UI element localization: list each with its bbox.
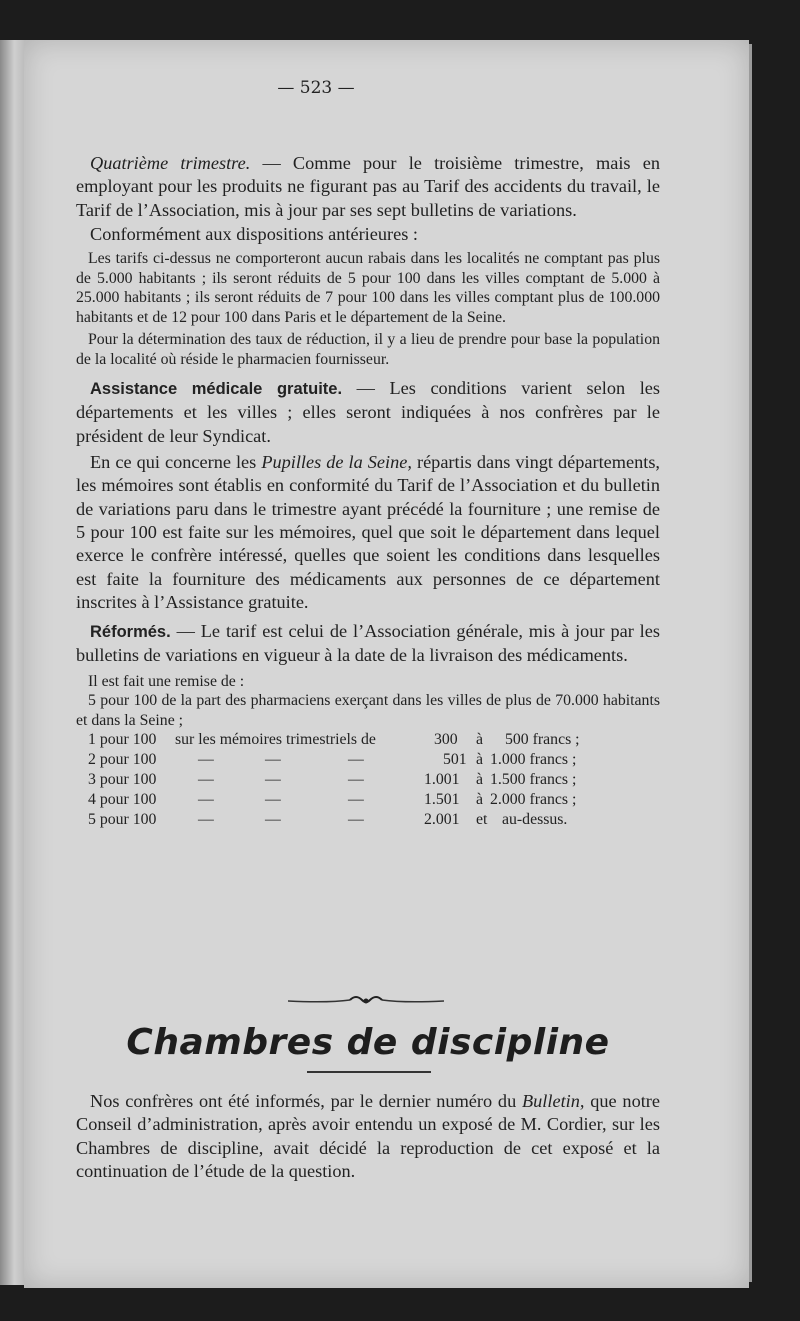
sep-cell: à: [476, 751, 484, 769]
desc-cell: sur les mémoires trimestriels de: [175, 731, 376, 749]
chambres-after: que notre Conseil d’administration, après avoir entendu un exposé de M. Cordier, sur les Chambres de discipline, avait décidé la reproduction de cet exposé et la continuation de l’étude de la question.: [76, 1091, 660, 1181]
page-body: [76, 152, 660, 1181]
ditto-cell: —: [348, 771, 364, 789]
ditto-cell: —: [348, 791, 364, 809]
pupilles-after: répartis dans vingt départements, les mémoires sont établis en conformité du Tarif de l’Association et du bulletin de variations paru dans le trimestre ayant précédé la fourniture ; une remise de 5 pour 100 est faite sur les mémoires, quel que soit le département dans lequel exerce le confrère intéressé, quelles que soient les conditions dans lesquelles est faite la fourniture des médicaments aux personnes de ce département inscrites à l’Assistance gratuite.: [76, 452, 660, 612]
pupilles-title: Pupilles de la Seine,: [261, 452, 412, 473]
table-row: [88, 810, 660, 830]
paragraph-assistance: [76, 377, 660, 448]
rate-cell: 2 pour 100: [88, 751, 157, 769]
adjacent-page-edge: [0, 40, 24, 1285]
pupilles-before: En ce qui concerne les: [90, 452, 262, 473]
quatrieme-title: Quatrième trimestre.: [90, 153, 251, 173]
remise-intro: Il est fait une remise de :: [88, 672, 245, 690]
paragraph-reformes: [76, 620, 660, 668]
ditto-cell: —: [198, 811, 214, 829]
ditto-cell: —: [265, 751, 281, 769]
page-fore-edge: [749, 44, 752, 1282]
ditto-cell: —: [198, 791, 214, 809]
rate-cell: 3 pour 100: [88, 771, 157, 789]
book-page: [24, 40, 749, 1288]
ditto-cell: —: [348, 811, 364, 829]
tarifs-note: Les tarifs ci-dessus ne comporteront aucun rabais dans les localités ne comptant pas plus de 5.000 habitants ; ils seront réduits de 5 pour 100 dans les villes comptant de 5.000 à 25.000 habitants ; ils seront réduits de 7 pour 100 dans les villes comptant plus de 100.000 habitants et de 12 pour 100 dans Paris et le département de la Seine.: [76, 250, 660, 326]
heading-rule: [307, 1071, 431, 1073]
table-row: [88, 750, 660, 770]
from-cell: 1.501: [424, 791, 460, 809]
quatrieme-text: — Comme pour le troisième trimestre, mais en employant pour les produits ne figurant pas au Tarif des accidents du travail, le Tarif de l’Association, mis à jour par ses sept bulletins de variations.: [76, 153, 660, 220]
section-heading: Chambres de discipline: [126, 1022, 610, 1063]
from-cell: 300: [434, 731, 458, 749]
bulletin-title: Bulletin,: [522, 1091, 585, 1111]
reformes-title: Réformés.: [90, 623, 171, 642]
table-row: [88, 770, 660, 790]
rate-cell: 4 pour 100: [88, 791, 157, 809]
remise-table: [88, 730, 660, 830]
ditto-cell: —: [198, 751, 214, 769]
conformement-line: Conformément aux dispositions antérieures :: [90, 223, 418, 244]
to-cell: 500 francs ;: [505, 731, 580, 749]
ditto-cell: —: [265, 791, 281, 809]
remise-5-pour-100: 5 pour 100 de la part des pharmaciens exerçant dans les villes de plus de 70.000 habitants et dans la Seine ;: [76, 692, 660, 729]
paragraph-quatrieme-trimestre: [76, 152, 660, 222]
sep-cell: et: [476, 811, 488, 829]
determination-note: Pour la détermination des taux de réduction, il y a lieu de prendre pour base la population de la localité où réside le pharmacien fournisseur.: [76, 331, 660, 368]
rate-cell: 5 pour 100: [88, 811, 157, 829]
sep-cell: à: [476, 731, 484, 749]
page-number: — 523 —: [277, 78, 355, 98]
ditto-cell: —: [348, 751, 364, 769]
reformes-text: — Le tarif est celui de l’Association générale, mis à jour par les bulletins de variations en vigueur à la date de la livraison des médicaments.: [76, 621, 660, 666]
to-cell: 1.000 francs ;: [490, 751, 577, 769]
table-row: [88, 730, 660, 750]
assistance-title: Assistance médicale gratuite.: [90, 380, 343, 399]
ditto-cell: —: [265, 811, 281, 829]
ditto-cell: —: [198, 771, 214, 789]
rate-cell: 1 pour 100: [88, 731, 157, 749]
from-cell: 501: [443, 751, 467, 769]
to-cell: 1.500 francs ;: [490, 771, 577, 789]
table-row: [88, 790, 660, 810]
sep-cell: à: [476, 771, 484, 789]
sep-cell: à: [476, 791, 484, 809]
assistance-text: — Les conditions varient selon les départements et les villes ; elles seront indiquées à nos confrères par le président de leur Syndicat.: [76, 378, 660, 446]
paragraph-pupilles: [76, 451, 660, 614]
ditto-cell: —: [265, 771, 281, 789]
to-cell: 2.000 francs ;: [490, 791, 577, 809]
from-cell: 1.001: [424, 771, 460, 789]
ornament-divider: [288, 994, 444, 1008]
paragraph-chambres: [76, 1090, 660, 1183]
chambres-before: Nos confrères ont été informés, par le dernier numéro du: [90, 1091, 522, 1111]
to-cell: au-dessus.: [502, 811, 568, 829]
from-cell: 2.001: [424, 811, 460, 829]
